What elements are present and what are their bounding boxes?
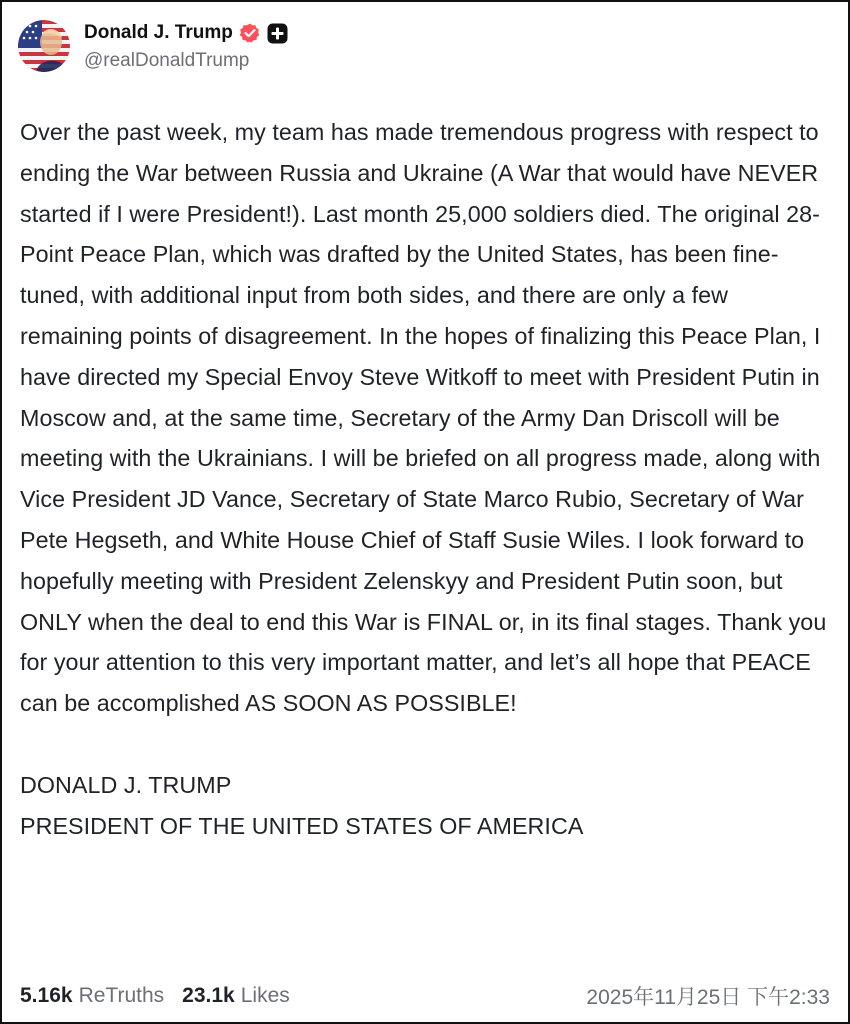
author-handle[interactable]: @realDonaldTrump [84, 50, 250, 71]
author-names [84, 20, 288, 72]
retruths-label: ReTruths [78, 984, 165, 1007]
likes-stat[interactable] [182, 984, 290, 1008]
avatar-image [18, 20, 70, 72]
name-row [84, 20, 288, 46]
post-header [18, 20, 288, 72]
retruths-count: 5.16k [20, 984, 73, 1007]
post-footer [20, 979, 830, 1013]
post-body-text: Over the past week, my team has made tremendous progress with respect to ending the War between Russia and Ukraine (A War that would have NEVER started if I were President!). Last month 25,000 soldiers died. The original 28-Point Peace Plan, which was drafted by the United States, has been fine-tuned, with additional input from both sides, and there are only a few remaining points of disagreement. In the hopes of finalizing this Peace Plan, I have directed my Special Envoy Steve Witkoff to meet with President Putin in Moscow and, at the same time, Secretary of the Army Dan Driscoll will be meeting with the Ukrainians. I will be briefed on all progress made, along with Vice President JD Vance, Secretary of State Marco Rubio, Secretary of War Pete Hegseth, and White House Chief of Staff Susie Wiles. I look forward to hopefully meeting with President Zelenskyy and President Putin soon, but ONLY when the deal to end this War is FINAL or, in its final stages. Thank you for your attention to this very important matter, and let’s all hope that PEACE can be accomplished AS SOON AS POSSIBLE! DONALD J. TRUMP PRESIDENT OF THE UNITED STATES OF AMERICA [20, 119, 827, 839]
likes-count: 23.1k [182, 984, 235, 1007]
likes-label: Likes [240, 984, 290, 1007]
plus-square-icon [267, 23, 288, 44]
post-timestamp[interactable]: 2025年11月25日 下午2:33 [586, 986, 830, 1009]
author-display-name[interactable]: Donald J. Trump [84, 22, 233, 43]
verified-badge-icon [239, 22, 261, 44]
retruths-stat[interactable] [20, 984, 164, 1008]
avatar[interactable] [18, 20, 70, 72]
